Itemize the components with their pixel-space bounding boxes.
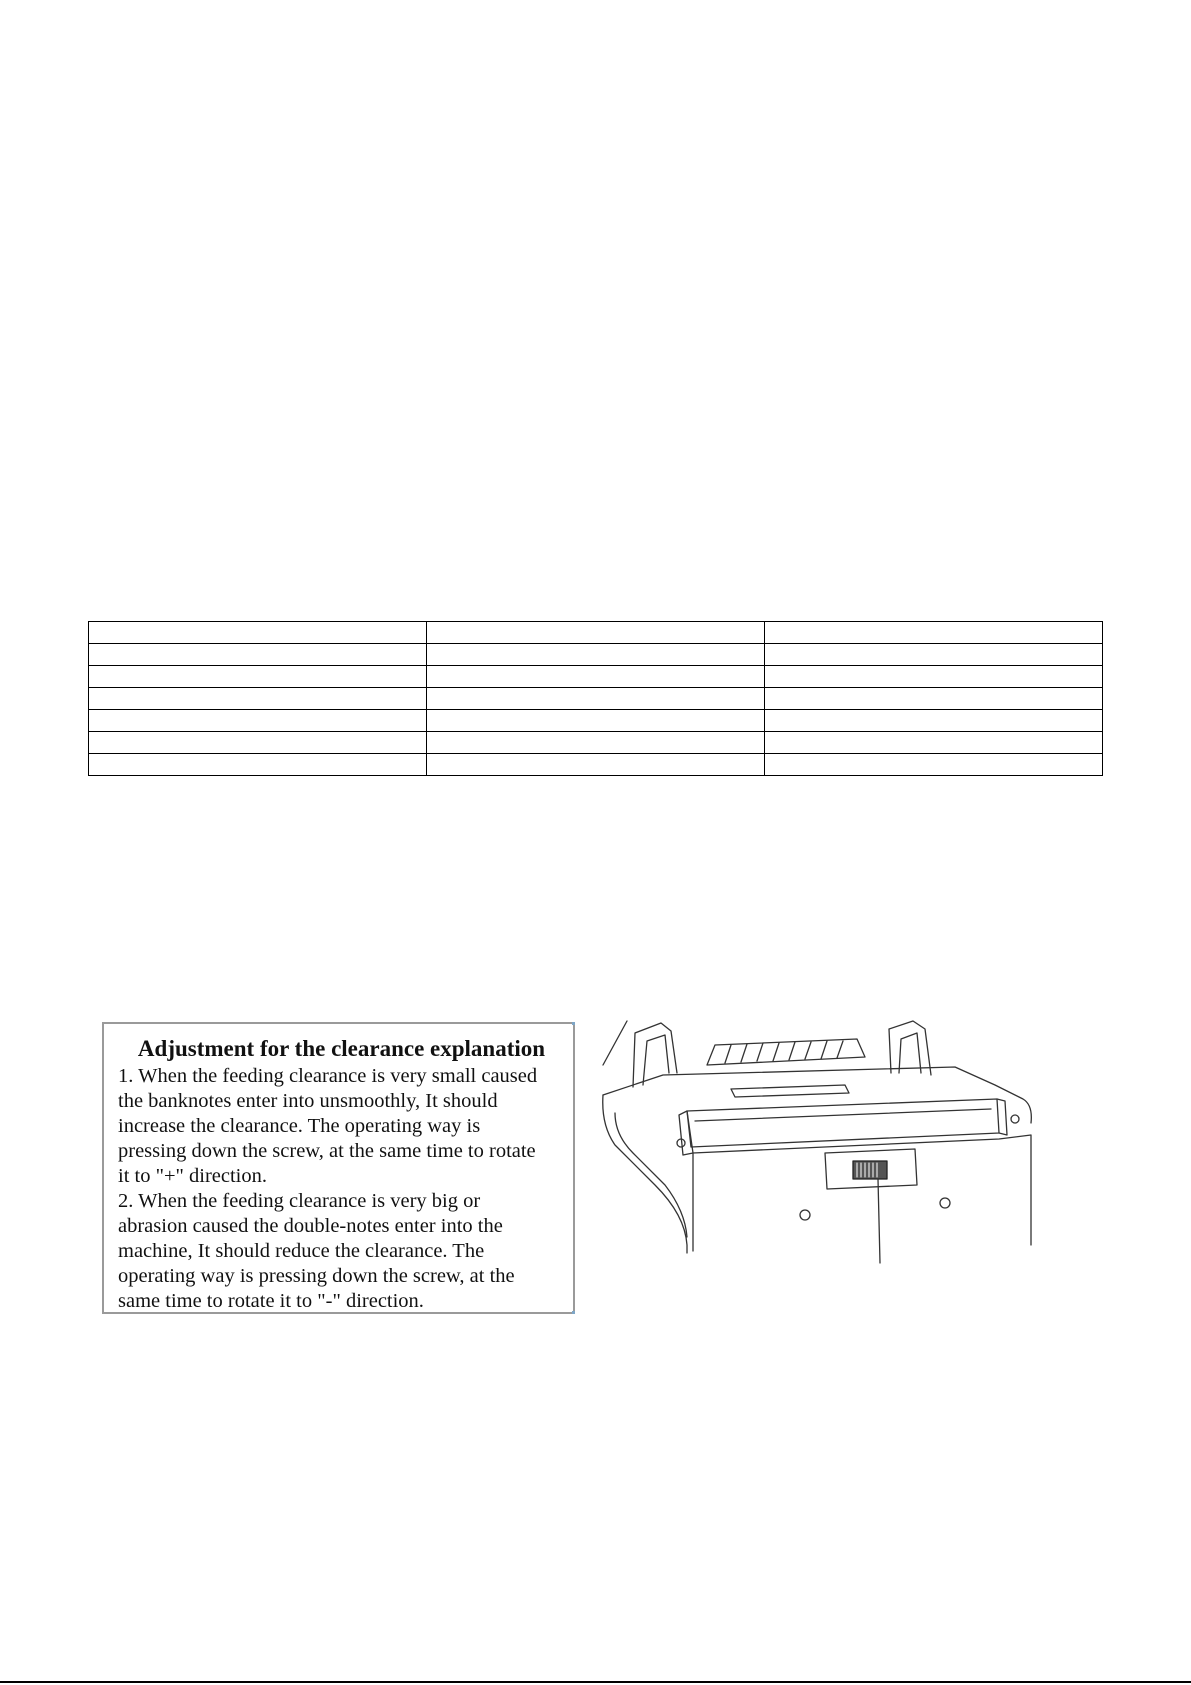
explanation-line: 2. When the feeding clearance is very big or — [118, 1190, 481, 1212]
explanation-line: it to "+" direction. — [118, 1165, 267, 1187]
explanation-line: same time to rotate it to "-" direction. — [118, 1290, 424, 1312]
table-row — [89, 754, 1103, 776]
explanation-line: operating way is pressing down the screw, at the — [118, 1265, 515, 1287]
table-row — [89, 732, 1103, 754]
table-cell — [89, 666, 427, 688]
table-cell — [765, 622, 1103, 644]
table-cell — [427, 666, 765, 688]
body-edge-line — [603, 1021, 627, 1065]
table-row — [89, 622, 1103, 644]
table-cell — [89, 688, 427, 710]
table-cell — [427, 732, 765, 754]
left-post — [679, 1111, 693, 1155]
table-cell — [765, 688, 1103, 710]
empty-grid-table — [88, 621, 1103, 776]
banknote-counter-illustration — [595, 1015, 1075, 1265]
table-cell — [765, 710, 1103, 732]
screw-leader-line — [878, 1179, 880, 1263]
right-guide-inner — [899, 1033, 921, 1073]
table-row — [89, 688, 1103, 710]
explanation-line: increase the clearance. The operating way is — [118, 1115, 481, 1137]
box-corner-mark — [572, 1311, 575, 1314]
table-cell — [765, 666, 1103, 688]
hopper-plate — [707, 1039, 865, 1065]
table-cell — [427, 754, 765, 776]
front-panel-line — [695, 1109, 991, 1121]
clearance-explanation-box — [102, 1022, 575, 1314]
explanation-line: the banknotes enter into unsmoothly, It should — [118, 1090, 498, 1112]
table-cell — [427, 688, 765, 710]
table-row — [89, 710, 1103, 732]
table-cell — [765, 644, 1103, 666]
front-panel — [687, 1099, 999, 1147]
table-cell — [765, 732, 1103, 754]
table-cell — [427, 644, 765, 666]
bolt-hole — [1011, 1115, 1019, 1123]
right-guide-tower — [889, 1021, 931, 1075]
explanation-line: 1. When the feeding clearance is very small caused — [118, 1065, 538, 1087]
table-cell — [89, 622, 427, 644]
table-cell — [427, 622, 765, 644]
feed-slot — [731, 1085, 849, 1097]
grid-table-body — [89, 622, 1103, 776]
table-cell — [89, 732, 427, 754]
explanation-line: abrasion caused the double-notes enter into the — [118, 1215, 503, 1237]
bolt-hole — [800, 1210, 810, 1220]
explanation-line: machine, It should reduce the clearance. The — [118, 1240, 485, 1262]
table-row — [89, 666, 1103, 688]
top-cover-outline — [603, 1067, 1031, 1123]
bolt-hole — [940, 1198, 950, 1208]
explanation-line: pressing down the screw, at the same time to rotate — [118, 1140, 536, 1162]
table-cell — [89, 644, 427, 666]
box-corner-mark — [572, 1022, 575, 1025]
table-cell — [89, 710, 427, 732]
page-bottom-rule — [0, 1681, 1191, 1683]
table-cell — [765, 754, 1103, 776]
table-cell — [89, 754, 427, 776]
explanation-title: Adjustment for the clearance explanation — [137, 1036, 546, 1061]
body-inner-curve — [615, 1113, 687, 1237]
clearance-screw — [853, 1161, 887, 1179]
table-row — [89, 644, 1103, 666]
table-cell — [427, 710, 765, 732]
